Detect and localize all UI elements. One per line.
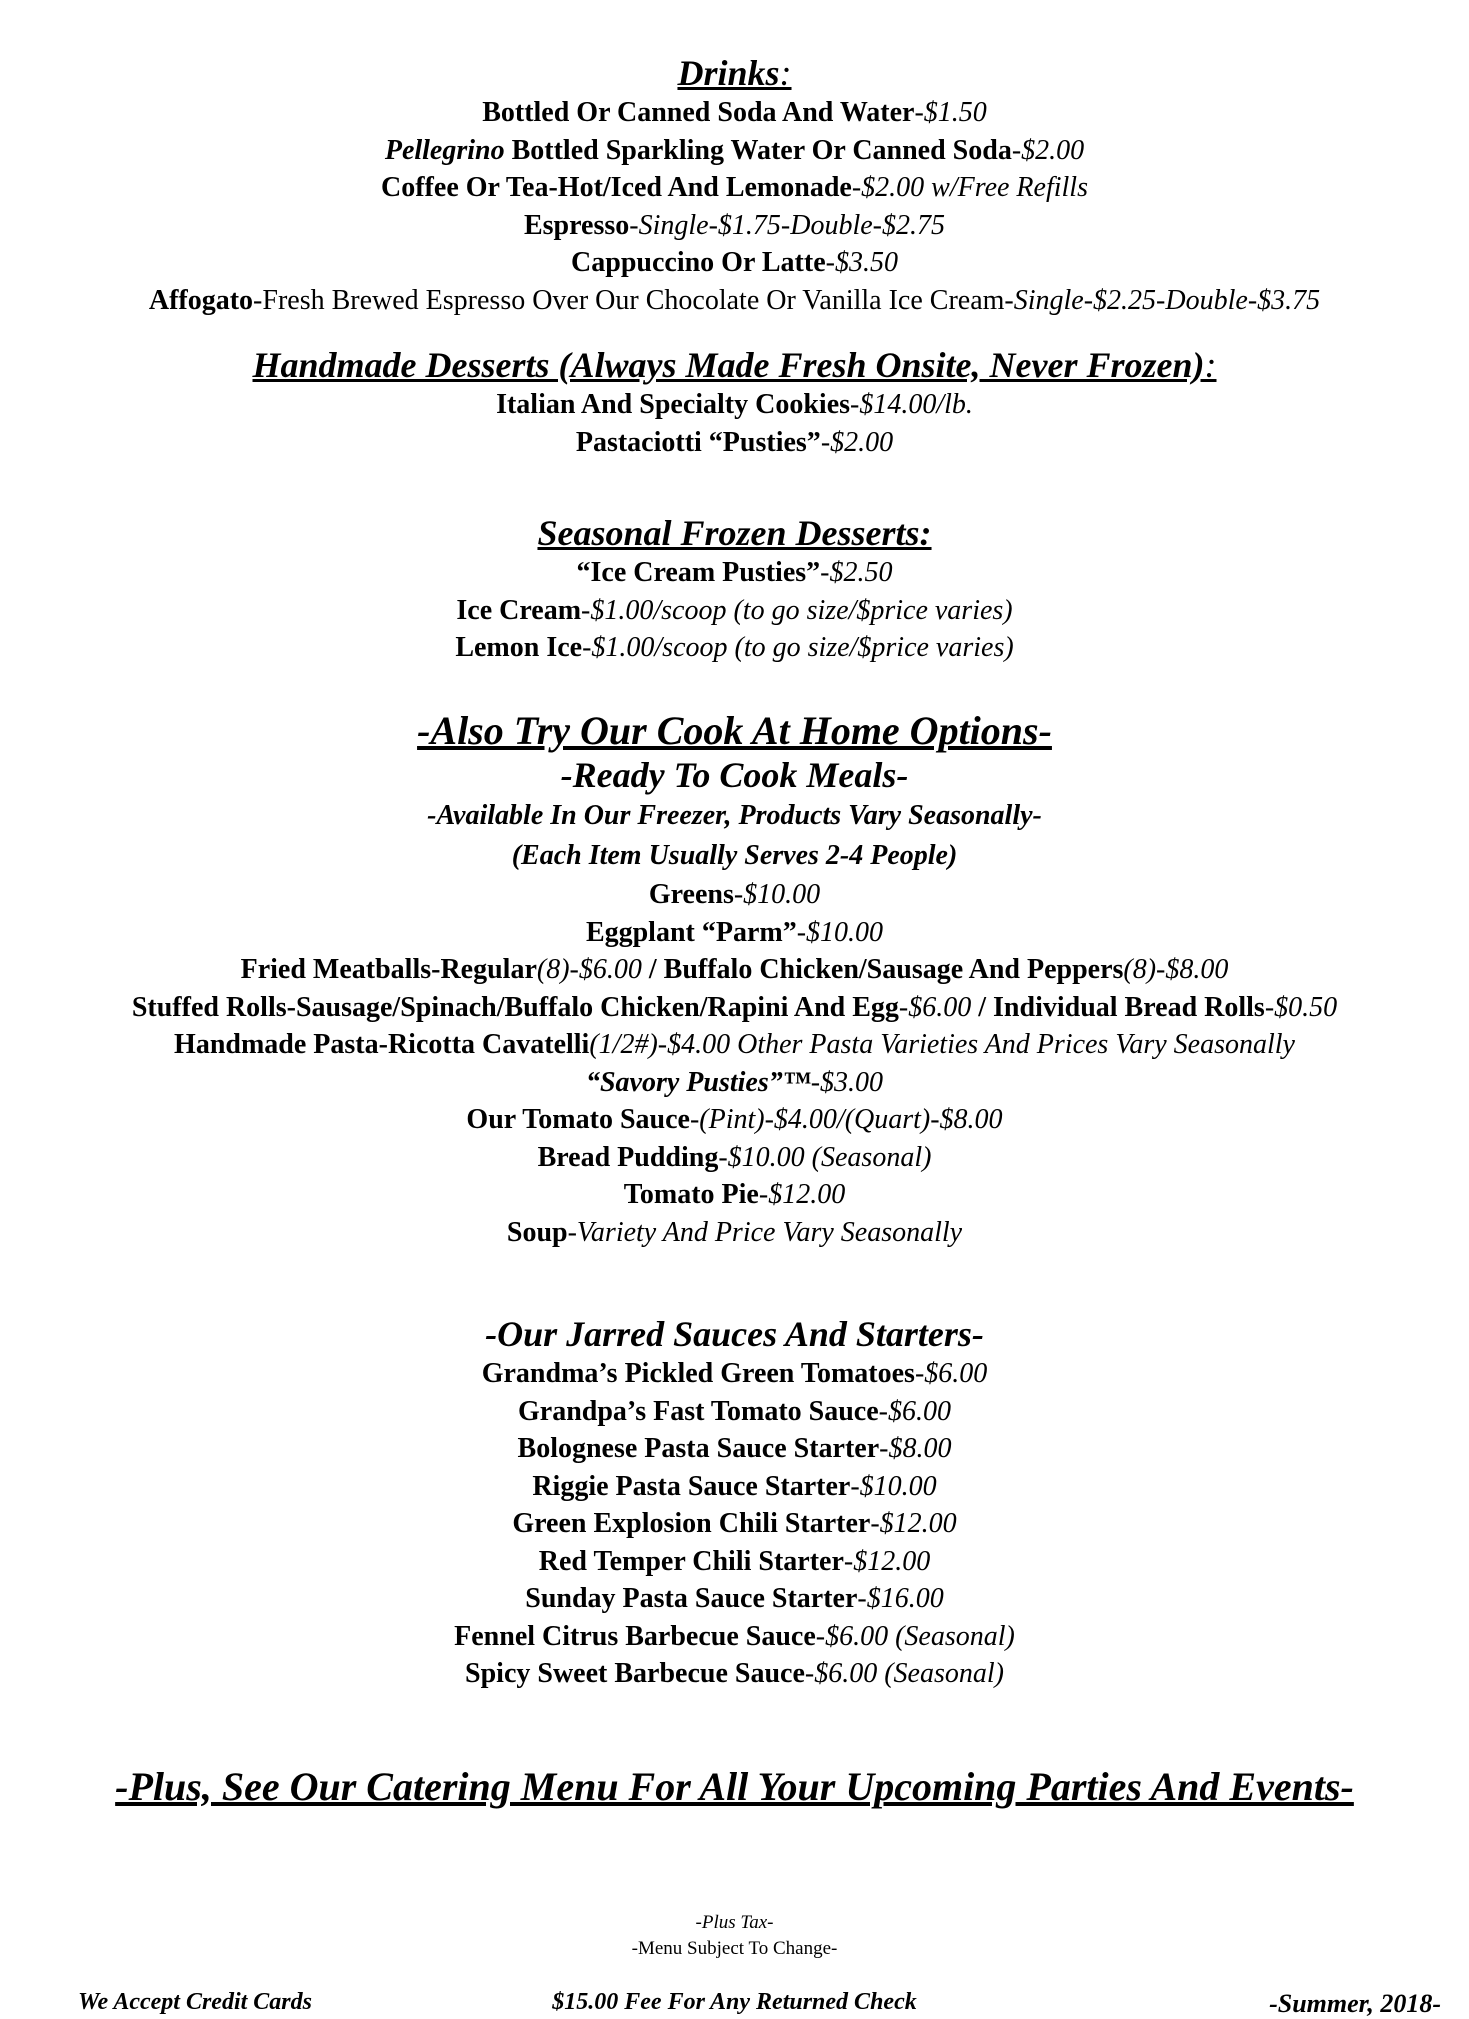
menu-item (0, 1139, 1469, 1177)
item-price: -$8.00 (879, 1433, 952, 1464)
menu-item (0, 1355, 1469, 1393)
item-price: -$2.50 (820, 557, 893, 588)
item-price: -Single-$1.75-Double-$2.75 (629, 209, 945, 241)
serving-note: (Each Item Usually Serves 2-4 People) (511, 840, 958, 871)
item-price: Single-$2.25-Double-$3.75 (1013, 284, 1321, 316)
item-price: -$10.00 (Seasonal) (718, 1141, 932, 1173)
desserts-heading: Handmade Desserts (Always Made Fresh Onsite, Never Frozen): (252, 345, 1217, 385)
item-price: -$6.00 (898, 991, 972, 1023)
item-name: Fennel Citrus Barbecue Sauce (454, 1620, 816, 1652)
item-price: -$14.00/lb. (850, 389, 973, 420)
item-name: / (971, 991, 994, 1023)
menu-item (0, 1543, 1469, 1581)
menu-item (0, 1580, 1469, 1618)
cook-home-section (0, 708, 1469, 1251)
item-price: -$3.00 (810, 1066, 884, 1098)
menu-item (0, 132, 1469, 170)
item-price: -$1.00/scoop (to go size/$price varies) (581, 594, 1013, 626)
item-price: -$6.00 (Seasonal) (804, 1658, 1004, 1689)
menu-item (0, 1430, 1469, 1468)
item-price: (8)-$6.00 (536, 954, 642, 985)
menu-item (0, 386, 1469, 424)
item-name: Cappuccino Or Latte (571, 247, 826, 278)
item-name: Green Explosion Chili Starter (512, 1508, 871, 1539)
menu-item (0, 876, 1469, 914)
item-price: -$12.00 (843, 1545, 931, 1577)
item-name: Grandma’s Pickled Green Tomatoes (481, 1358, 915, 1389)
menu-item (0, 1655, 1469, 1693)
item-price: -$6.00 (914, 1358, 988, 1389)
item-price: -$2.00 (820, 426, 894, 458)
item-price: (1/2#)-$4.00 Other Pasta Varieties And Prices Vary Seasonally (589, 1029, 1295, 1060)
item-price: -$6.00 (878, 1395, 951, 1427)
jarred-heading: -Our Jarred Sauces And Starters- (485, 1314, 984, 1354)
item-name: “Savory Pusties”™ (585, 1066, 811, 1098)
menu-item (0, 424, 1469, 462)
menu-item (0, 1101, 1469, 1139)
item-price: -$1.50 (914, 97, 987, 128)
cook-home-heading: -Also Try Our Cook At Home Options- (417, 708, 1052, 753)
item-name: Tomato Pie (623, 1179, 759, 1210)
item-description: -Fresh Brewed Espresso Over Our Chocolate Or Vanilla Ice Cream- (253, 284, 1014, 316)
item-name: Pellegrino (384, 134, 505, 166)
drinks-section (0, 52, 1469, 319)
menu-item (0, 629, 1469, 667)
item-name: Fried Meatballs-Regular (240, 954, 537, 985)
item-name: “Ice Cream Pusties” (576, 557, 821, 588)
menu-item (0, 1468, 1469, 1506)
item-name: Bottled Sparkling Water Or Canned Soda (504, 134, 1012, 166)
item-name: Red Temper Chili Starter (538, 1545, 844, 1577)
menu-item (0, 951, 1469, 989)
item-name: Affogato (148, 284, 254, 316)
item-name: Riggie Pasta Sauce Starter (532, 1470, 851, 1502)
menu-item (0, 244, 1469, 282)
drinks-list (0, 94, 1469, 319)
item-price: -$2.00 w/Free Refills (851, 172, 1088, 203)
item-price: -$3.50 (825, 247, 898, 278)
item-name: Italian And Specialty Cookies (496, 389, 851, 420)
item-price: (8)-$8.00 (1123, 954, 1229, 985)
item-name: Greens (648, 879, 734, 910)
menu-item (0, 1505, 1469, 1543)
freezer-note: -Available In Our Freezer, Products Vary Seasonally- (427, 800, 1042, 831)
item-price: -$1.00/scoop (to go size/$price varies) (582, 632, 1014, 663)
menu-item (0, 914, 1469, 952)
plus-tax-note: -Plus Tax- (695, 1912, 774, 1933)
item-price: -(Pint)-$4.00/(Quart)-$8.00 (689, 1104, 1003, 1135)
item-name: / (641, 954, 664, 985)
jarred-list (0, 1355, 1469, 1693)
drinks-heading: Drinks: (677, 53, 792, 93)
menu-item (0, 554, 1469, 592)
item-name: Buffalo Chicken/Sausage And Peppers (663, 954, 1124, 985)
item-price: -Variety And Price Vary Seasonally (567, 1216, 963, 1248)
menu-item (0, 169, 1469, 207)
desserts-list (0, 386, 1469, 461)
item-name: Soup (506, 1216, 568, 1248)
frozen-list (0, 554, 1469, 667)
item-name: Spicy Sweet Barbecue Sauce (465, 1658, 805, 1689)
item-name: Ice Cream (456, 594, 582, 626)
jarred-section (0, 1313, 1469, 1693)
menu-item (0, 1026, 1469, 1064)
credit-cards-note: We Accept Credit Cards (78, 1989, 312, 2015)
item-name: Grandpa’s Fast Tomato Sauce (517, 1395, 879, 1427)
frozen-heading: Seasonal Frozen Desserts: (537, 513, 932, 553)
returned-check-note: $15.00 Fee For Any Returned Check (552, 1989, 917, 2015)
item-price: -$10.00 (733, 879, 821, 910)
menu-item (0, 207, 1469, 245)
menu-item (0, 282, 1469, 320)
item-name: Handmade Pasta-Ricotta Cavatelli (174, 1029, 590, 1060)
item-price: -$10.00 (850, 1470, 937, 1502)
item-name: Bolognese Pasta Sauce Starter (517, 1433, 880, 1464)
season-note: -Summer, 2018- (1269, 1989, 1441, 2018)
menu-item (0, 1064, 1469, 1102)
item-price: -$6.00 (Seasonal) (815, 1620, 1015, 1652)
item-name: Individual Bread Rolls (993, 991, 1265, 1023)
item-name: Bread Pudding (537, 1141, 719, 1173)
item-price: -$16.00 (857, 1583, 944, 1614)
cook-home-subheading: -Ready To Cook Meals- (560, 755, 909, 795)
catering-banner: -Plus, See Our Catering Menu For All Your Upcoming Parties And Events- (115, 1764, 1354, 1809)
item-name: Our Tomato Sauce (466, 1104, 690, 1135)
item-name: Coffee Or Tea-Hot/Iced And Lemonade (381, 172, 852, 203)
item-name: Sunday Pasta Sauce Starter (525, 1583, 858, 1614)
frozen-section (0, 512, 1469, 667)
item-name: Pastaciotti “Pusties” (575, 426, 821, 458)
item-name: Lemon Ice (455, 632, 583, 663)
menu-change-note: -Menu Subject To Change- (631, 1938, 838, 1959)
item-price: -$12.00 (870, 1508, 957, 1539)
item-name: Eggplant “Parm” (585, 916, 797, 948)
item-name: Espresso (523, 209, 630, 241)
item-price: -$10.00 (796, 916, 884, 948)
item-price: -$2.00 (1011, 134, 1085, 166)
menu-item (0, 1176, 1469, 1214)
menu-item (0, 1214, 1469, 1252)
menu-item (0, 1393, 1469, 1431)
menu-item (0, 1618, 1469, 1656)
menu-item (0, 94, 1469, 132)
item-name: Bottled Or Canned Soda And Water (482, 97, 915, 128)
menu-item (0, 989, 1469, 1027)
cook-home-list (0, 876, 1469, 1251)
item-price: -$12.00 (758, 1179, 846, 1210)
desserts-section (0, 344, 1469, 461)
menu-item (0, 592, 1469, 630)
item-name: Stuffed Rolls-Sausage/Spinach/Buffalo Chicken/Rapini And Egg (131, 991, 899, 1023)
item-price: -$0.50 (1264, 991, 1338, 1023)
